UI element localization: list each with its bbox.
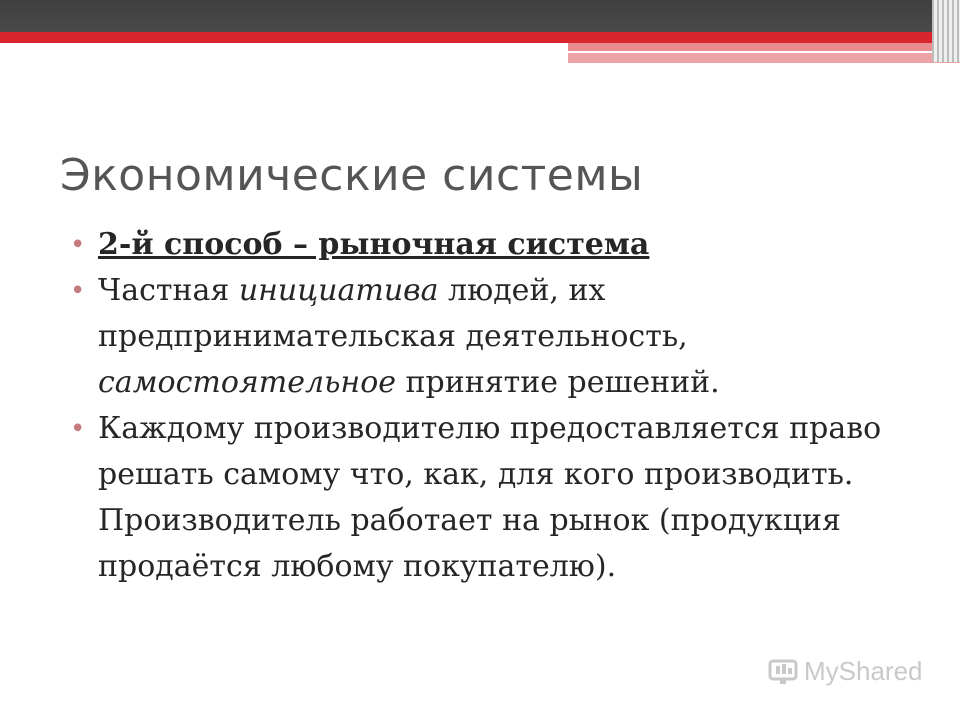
corner-stripes-decoration xyxy=(932,0,960,62)
bullet-dot-icon: • xyxy=(70,414,86,444)
top-dark-band xyxy=(0,0,960,32)
slide-title: Экономические системы xyxy=(60,150,644,201)
bullet-list xyxy=(68,222,908,590)
pink-accent-line-lower xyxy=(568,53,960,63)
bullet-emphasis: самостоятельное xyxy=(98,365,397,400)
bullet-text: принятие решений. xyxy=(396,365,720,400)
pink-accent-line xyxy=(568,43,960,51)
watermark-text: MyShared xyxy=(804,656,923,686)
bullet-text: Частная xyxy=(98,273,239,308)
bullet-emphasis: инициатива xyxy=(238,273,439,308)
bullet-dot-icon: • xyxy=(70,276,86,306)
red-accent-band xyxy=(0,32,960,43)
bullet-item xyxy=(68,268,908,406)
bullet-item xyxy=(68,222,908,268)
watermark xyxy=(768,656,923,687)
bullet-text: Каждому производителю предоставляется право решать самому что, как, для кого производить. Производитель работает на рынок (продукция продаётся любому покупателю). xyxy=(98,411,882,584)
bullet-item xyxy=(68,406,908,590)
bullet-text: людей, их предпринимательская деятельность, xyxy=(98,273,688,354)
bullet-heading: 2-й способ – рыночная система xyxy=(98,227,650,262)
myshared-logo-icon xyxy=(768,658,798,686)
bullet-dot-icon: • xyxy=(70,230,86,260)
